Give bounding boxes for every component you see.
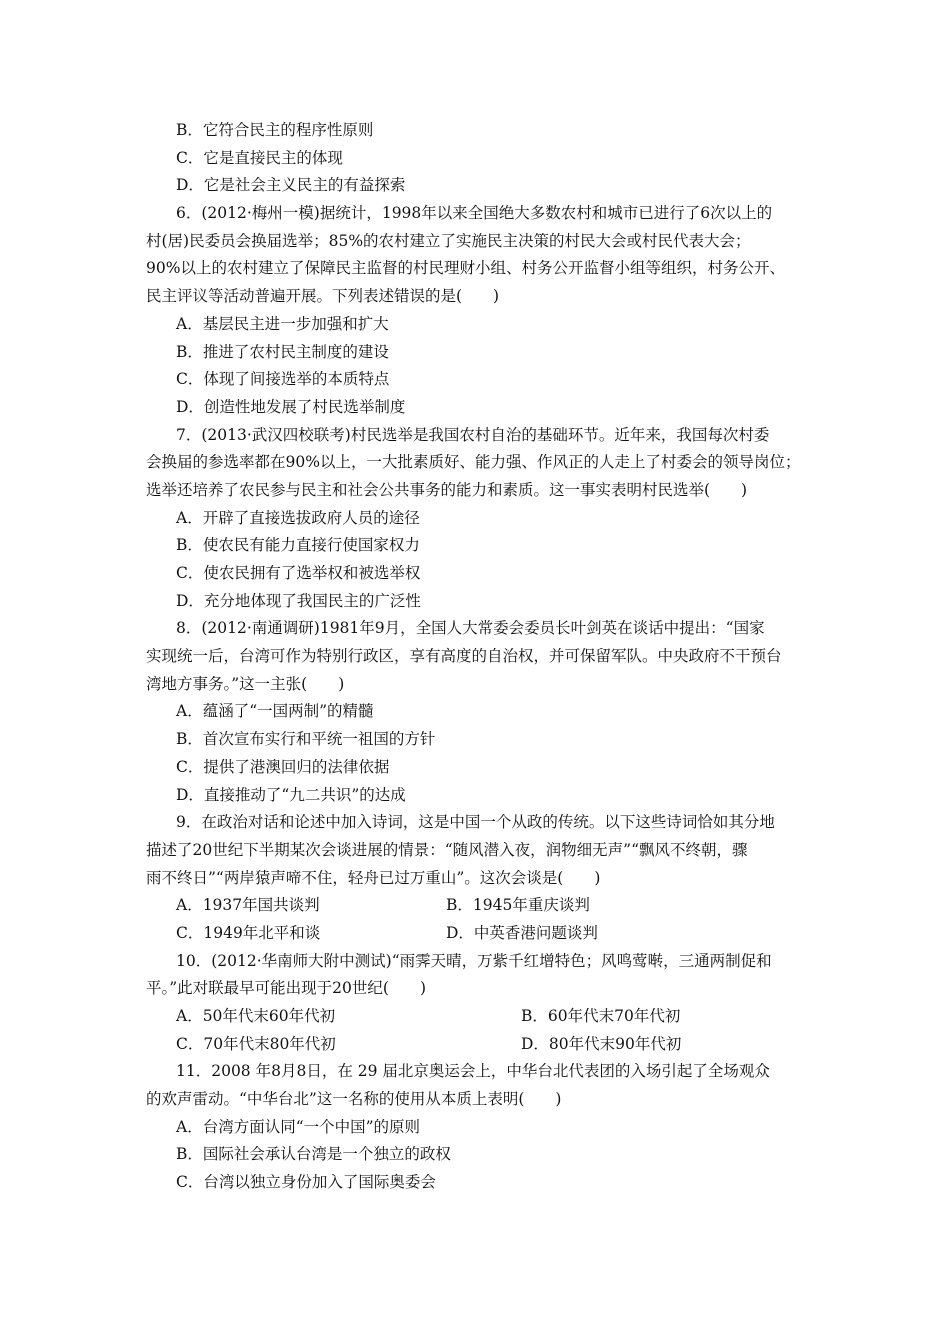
option-pair-row: [146, 1031, 826, 1059]
answer-option: A．开辟了直接选拔政府人员的途径: [176, 508, 420, 527]
answer-option: A．台湾方面认同“一个中国”的原则: [176, 1117, 421, 1136]
answer-option: A．基层民主进一步加强和扩大: [176, 314, 389, 333]
question-text-line: 雨不终日”“两岸猿声啼不住，轻舟已过万重山”。这次会谈是( ): [146, 868, 601, 887]
answer-option: C．台湾以独立身份加入了国际奥委会: [176, 1173, 436, 1192]
document-page: [146, 117, 826, 1197]
option-left: C．70年代末80年代初: [176, 1034, 336, 1053]
question-stem: 8．(2012·南通调研)1981年9月，全国人大常委会委员长叶剑英在谈话中提出：“国家: [176, 619, 765, 638]
answer-option: D．充分地体现了我国民主的广泛性: [176, 591, 421, 610]
question-text-line: 90%以上的农村建立了保障民主监督的村民理财小组、村务公开监督小组等组织，村务公开、: [146, 259, 785, 278]
question-stem: 9．在政治对话和论述中加入诗词，这是中国一个从政的传统。以下这些诗词恰如其分地: [176, 813, 775, 832]
answer-option: C．体现了间接选举的本质特点: [176, 370, 390, 389]
question-text-line: 湾地方事务。”这一主张( ): [146, 674, 345, 693]
answer-option: D．创造性地发展了村民选举制度: [176, 397, 406, 416]
option-left: A．1937年国共谈判: [176, 896, 320, 915]
option-right: B．60年代末70年代初: [521, 1007, 681, 1025]
question-text-line: 描述了20世纪下半期某次会谈进展的情景：“随风潜入夜，润物细无声”“飘风不终朝，骤: [146, 840, 748, 859]
option-pair-row: [146, 892, 826, 920]
answer-option: D．直接推动了“九二共识”的达成: [176, 785, 406, 804]
answer-option: B．推进了农村民主制度的建设: [176, 342, 389, 361]
answer-option: B．首次宣布实行和平统一祖国的方针: [176, 730, 436, 749]
option-left: A．50年代末60年代初: [176, 1007, 336, 1025]
answer-option: A．蕴涵了“一国两制”的精髓: [176, 702, 374, 721]
question-text-line: 平。”此对联最早可能出现于20世纪( ): [146, 979, 426, 998]
answer-option: B．它符合民主的程序性原则: [176, 121, 374, 139]
question-stem: 6．(2012·梅州一模)据统计，1998年以来全国绝大多数农村和城市已进行了6次以上的: [176, 204, 773, 223]
question-stem: 7．(2013·武汉四校联考)村民选举是我国农村自治的基础环节。近年来，我国每次村委: [176, 425, 770, 444]
question-stem: 10．(2012·华南师大附中测试)“雨霁天晴，万紫千红增特色；风鸣莺啭，三通两制促和: [176, 951, 772, 970]
option-right: D．中英香港问题谈判: [446, 923, 598, 942]
option-right: D．80年代末90年代初: [521, 1034, 682, 1053]
question-stem: 11．2008 年8月8日，在 29 届北京奥运会上，中华台北代表团的入场引起了全场观众: [176, 1062, 770, 1081]
option-pair-row: [146, 1003, 826, 1031]
option-left: C．1949年北平和谈: [176, 923, 321, 942]
question-text-line: 选举还培养了农民参与民主和社会公共事务的能力和素质。这一事实表明村民选举( ): [146, 480, 748, 499]
question-text-line: 实现统一后，台湾可作为特别行政区，享有高度的自治权，并可保留军队。中央政府不干预台: [146, 647, 782, 666]
option-pair-row: [146, 920, 826, 948]
question-text-line: 村(居)民委员会换届选举；85%的农村建立了实施民主决策的村民大会或村民代表大会；: [146, 231, 751, 250]
answer-option: B．国际社会承认台湾是一个独立的政权: [176, 1145, 451, 1164]
answer-option: C．使农民拥有了选举权和被选举权: [176, 564, 421, 582]
answer-option: D．它是社会主义民主的有益探索: [176, 176, 406, 195]
answer-option: C．它是直接民主的体现: [176, 148, 343, 167]
question-text-line: 民主评议等活动普遍开展。下列表述错误的是( ): [146, 287, 500, 306]
option-right: B．1945年重庆谈判: [446, 896, 590, 915]
answer-option: C．提供了港澳回归的法律依据: [176, 757, 390, 776]
question-text-line: 会换届的参选率都在90%以上，一大批素质好、能力强、作风正的人走上了村委会的领导岗位；: [146, 453, 801, 472]
question-text-line: 的欢声雷动。“中华台北”这一名称的使用从本质上表明( ): [146, 1090, 562, 1109]
answer-option: B．使农民有能力直接行使国家权力: [176, 536, 420, 555]
